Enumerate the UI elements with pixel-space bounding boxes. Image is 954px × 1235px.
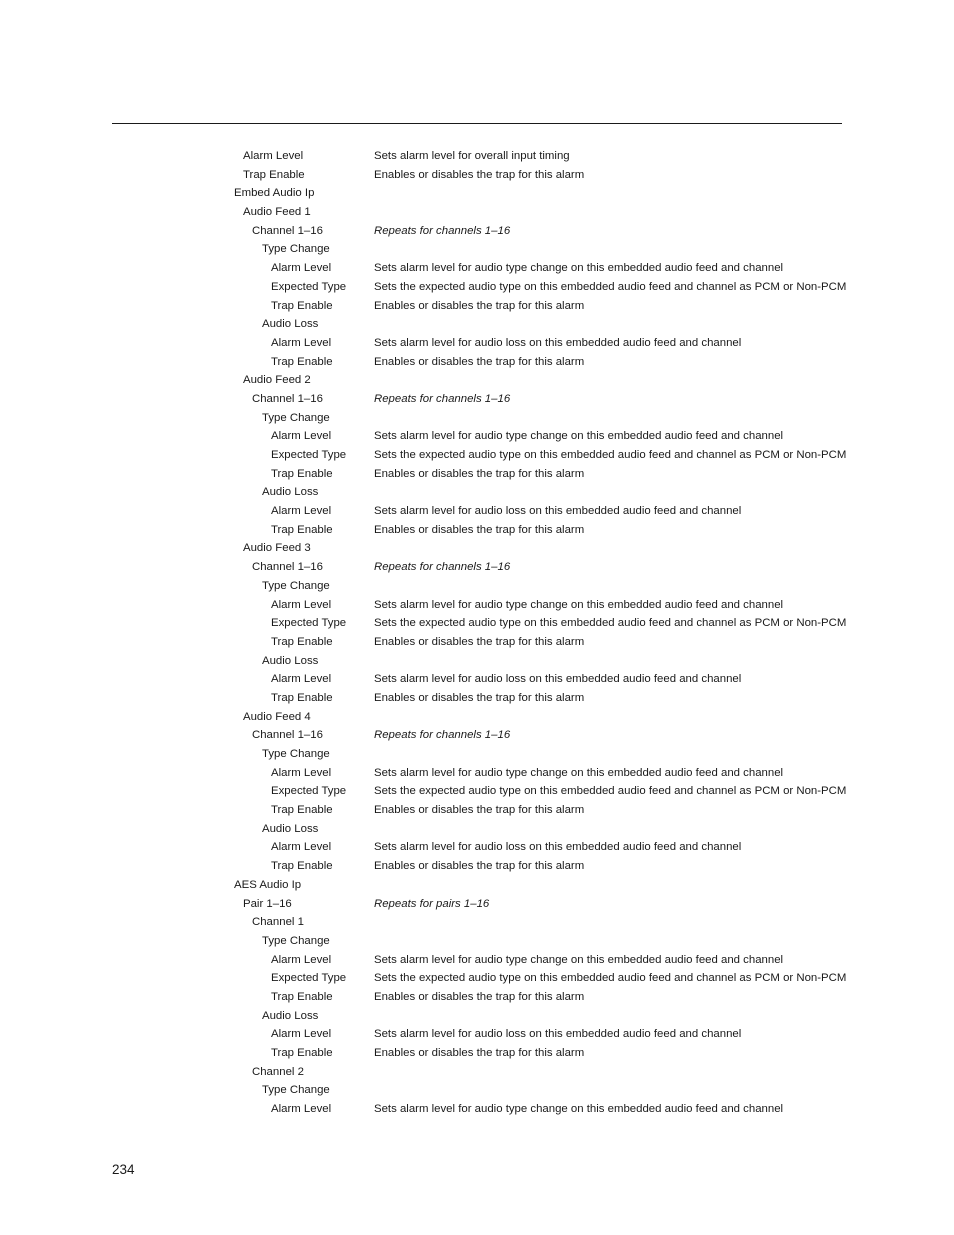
parameter-label: Audio Loss	[262, 318, 319, 331]
parameter-label: Alarm Level	[271, 673, 332, 686]
parameter-description: Sets alarm level for audio loss on this embedded audio feed and channel	[374, 841, 742, 854]
parameter-label: Audio Feed 2	[243, 374, 311, 387]
table-row	[0, 633, 954, 652]
table-row	[0, 876, 954, 895]
parameter-label: Type Change	[262, 579, 330, 592]
parameter-label: Embed Audio Ip	[234, 187, 315, 200]
parameter-description: Sets the expected audio type on this embedded audio feed and channel as PCM or Non-PCM	[374, 280, 847, 293]
parameter-label: Alarm Level	[271, 430, 332, 443]
parameter-label: Audio Loss	[262, 486, 319, 499]
table-row	[0, 782, 954, 801]
parameter-label: Pair 1–16	[243, 897, 292, 910]
table-row	[0, 409, 954, 428]
parameter-label: Alarm Level	[271, 505, 332, 518]
parameter-description: Enables or disables the trap for this alarm	[374, 691, 585, 704]
table-row	[0, 315, 954, 334]
table-row	[0, 483, 954, 502]
parameter-description: Enables or disables the trap for this alarm	[374, 990, 585, 1003]
table-row	[0, 988, 954, 1007]
table-row	[0, 1081, 954, 1100]
parameter-label: Alarm Level	[271, 336, 332, 349]
parameter-label: Audio Loss	[262, 822, 319, 835]
parameter-label: Type Change	[262, 1084, 330, 1097]
parameter-label: Audio Feed 1	[243, 206, 311, 219]
parameter-label: Audio Feed 3	[243, 542, 311, 555]
parameter-description: Enables or disables the trap for this alarm	[374, 299, 585, 312]
parameter-label: Type Change	[262, 243, 330, 256]
table-row	[0, 371, 954, 390]
parameter-description: Repeats for channels 1–16	[374, 729, 511, 742]
table-row	[0, 708, 954, 727]
table-row	[0, 446, 954, 465]
parameter-label: Expected Type	[271, 617, 347, 630]
parameter-description: Enables or disables the trap for this alarm	[374, 355, 585, 368]
parameter-description: Sets alarm level for audio type change on this embedded audio feed and channel	[374, 1103, 784, 1116]
parameter-description: Enables or disables the trap for this alarm	[374, 804, 585, 817]
table-row	[0, 1044, 954, 1063]
parameter-label: Trap Enable	[271, 355, 333, 368]
table-row	[0, 1007, 954, 1026]
page-number: 234	[112, 1162, 135, 1177]
parameter-description: Sets alarm level for audio loss on this embedded audio feed and channel	[374, 505, 742, 518]
parameter-label: Trap Enable	[271, 1047, 333, 1059]
table-row	[0, 539, 954, 558]
table-row	[0, 689, 954, 708]
table-row	[0, 353, 954, 372]
table-row	[0, 745, 954, 764]
parameter-label: Alarm Level	[271, 1103, 332, 1116]
table-row	[0, 502, 954, 521]
parameter-label: Channel 1	[252, 916, 304, 929]
parameter-label: Alarm Level	[271, 841, 332, 854]
parameter-description: Sets alarm level for audio type change on this embedded audio feed and channel	[374, 766, 784, 779]
table-row	[0, 932, 954, 951]
table-row	[0, 596, 954, 615]
parameter-label: Trap Enable	[271, 467, 333, 480]
parameter-label: Audio Loss	[262, 1009, 319, 1022]
parameter-description: Sets alarm level for audio type change on this embedded audio feed and channel	[374, 430, 784, 443]
parameter-description: Repeats for channels 1–16	[374, 561, 511, 574]
parameter-label: Expected Type	[271, 972, 347, 985]
parameter-description: Enables or disables the trap for this alarm	[374, 635, 585, 648]
table-row	[0, 801, 954, 820]
parameter-description: Repeats for channels 1–16	[374, 392, 511, 405]
table-row	[0, 951, 954, 970]
parameter-label: Trap Enable	[243, 168, 305, 181]
table-row	[0, 259, 954, 278]
table-row	[0, 278, 954, 297]
table-row	[0, 203, 954, 222]
table-row	[0, 166, 954, 185]
table-row	[0, 820, 954, 839]
parameter-label: Type Change	[262, 411, 330, 424]
parameter-description: Repeats for pairs 1–16	[374, 897, 490, 910]
parameter-description: Sets alarm level for audio loss on this embedded audio feed and channel	[374, 1028, 742, 1041]
table-row	[0, 427, 954, 446]
table-row	[0, 297, 954, 316]
table-row	[0, 558, 954, 577]
table-row	[0, 222, 954, 241]
parameter-description: Sets alarm level for audio loss on this embedded audio feed and channel	[374, 673, 742, 686]
table-row	[0, 838, 954, 857]
table-row	[0, 521, 954, 540]
table-row	[0, 764, 954, 783]
table-row	[0, 184, 954, 203]
table-row	[0, 465, 954, 484]
parameter-description: Sets alarm level for audio type change on this embedded audio feed and channel	[374, 598, 784, 611]
parameter-label: Alarm Level	[271, 262, 332, 275]
parameter-label: Alarm Level	[271, 598, 332, 611]
parameter-label: Type Change	[262, 748, 330, 760]
table-row	[0, 1063, 954, 1082]
parameter-description: Sets the expected audio type on this embedded audio feed and channel as PCM or Non-PCM	[374, 449, 847, 461]
parameter-label: Alarm Level	[243, 150, 304, 162]
parameter-label: Channel 1–16	[252, 561, 323, 574]
parameter-label: Trap Enable	[271, 299, 333, 312]
parameter-table	[0, 147, 954, 1119]
parameter-label: Channel 2	[252, 1065, 304, 1078]
parameter-label: Channel 1–16	[252, 224, 323, 237]
parameter-description: Sets alarm level for audio loss on this embedded audio feed and channel	[374, 336, 742, 349]
table-row	[0, 913, 954, 932]
parameter-label: Trap Enable	[271, 635, 333, 648]
parameter-description: Sets the expected audio type on this embedded audio feed and channel as PCM or Non-PCM	[374, 972, 847, 985]
parameter-label: Trap Enable	[271, 990, 333, 1003]
parameter-description: Enables or disables the trap for this alarm	[374, 523, 585, 536]
parameter-description: Enables or disables the trap for this alarm	[374, 467, 585, 480]
header-rule	[112, 123, 842, 124]
parameter-label: Alarm Level	[271, 766, 332, 779]
table-row	[0, 1100, 954, 1119]
parameter-label: Channel 1–16	[252, 729, 323, 742]
parameter-label: Expected Type	[271, 785, 347, 798]
parameter-label: Trap Enable	[271, 691, 333, 704]
parameter-description: Repeats for channels 1–16	[374, 224, 511, 237]
parameter-label: Audio Feed 4	[243, 710, 311, 723]
parameter-label: Alarm Level	[271, 1028, 332, 1041]
table-row	[0, 147, 954, 166]
parameter-label: Channel 1–16	[252, 392, 323, 405]
parameter-label: Expected Type	[271, 280, 347, 293]
parameter-label: Expected Type	[271, 449, 347, 461]
parameter-label: Trap Enable	[271, 523, 333, 536]
parameter-label: Audio Loss	[262, 654, 319, 667]
parameter-description: Sets alarm level for audio type change on this embedded audio feed and channel	[374, 953, 784, 966]
table-row	[0, 240, 954, 259]
parameter-description: Sets alarm level for overall input timing	[374, 150, 570, 162]
parameter-label: Trap Enable	[271, 804, 333, 817]
table-row	[0, 577, 954, 596]
parameter-description: Enables or disables the trap for this alarm	[374, 168, 585, 181]
parameter-description: Sets the expected audio type on this embedded audio feed and channel as PCM or Non-PCM	[374, 617, 847, 630]
table-row	[0, 670, 954, 689]
parameter-description: Sets alarm level for audio type change on this embedded audio feed and channel	[374, 262, 784, 275]
parameter-description: Sets the expected audio type on this embedded audio feed and channel as PCM or Non-PCM	[374, 785, 847, 798]
parameter-description: Enables or disables the trap for this alarm	[374, 1047, 585, 1059]
table-row	[0, 614, 954, 633]
parameter-label: AES Audio Ip	[234, 878, 302, 891]
table-row	[0, 1025, 954, 1044]
table-row	[0, 334, 954, 353]
parameter-description: Enables or disables the trap for this alarm	[374, 860, 585, 873]
table-row	[0, 857, 954, 876]
table-row	[0, 390, 954, 409]
table-row	[0, 726, 954, 745]
parameter-label: Alarm Level	[271, 953, 332, 966]
table-row	[0, 895, 954, 914]
parameter-label: Trap Enable	[271, 860, 333, 873]
parameter-label: Type Change	[262, 934, 330, 947]
table-row	[0, 652, 954, 671]
table-row	[0, 969, 954, 988]
